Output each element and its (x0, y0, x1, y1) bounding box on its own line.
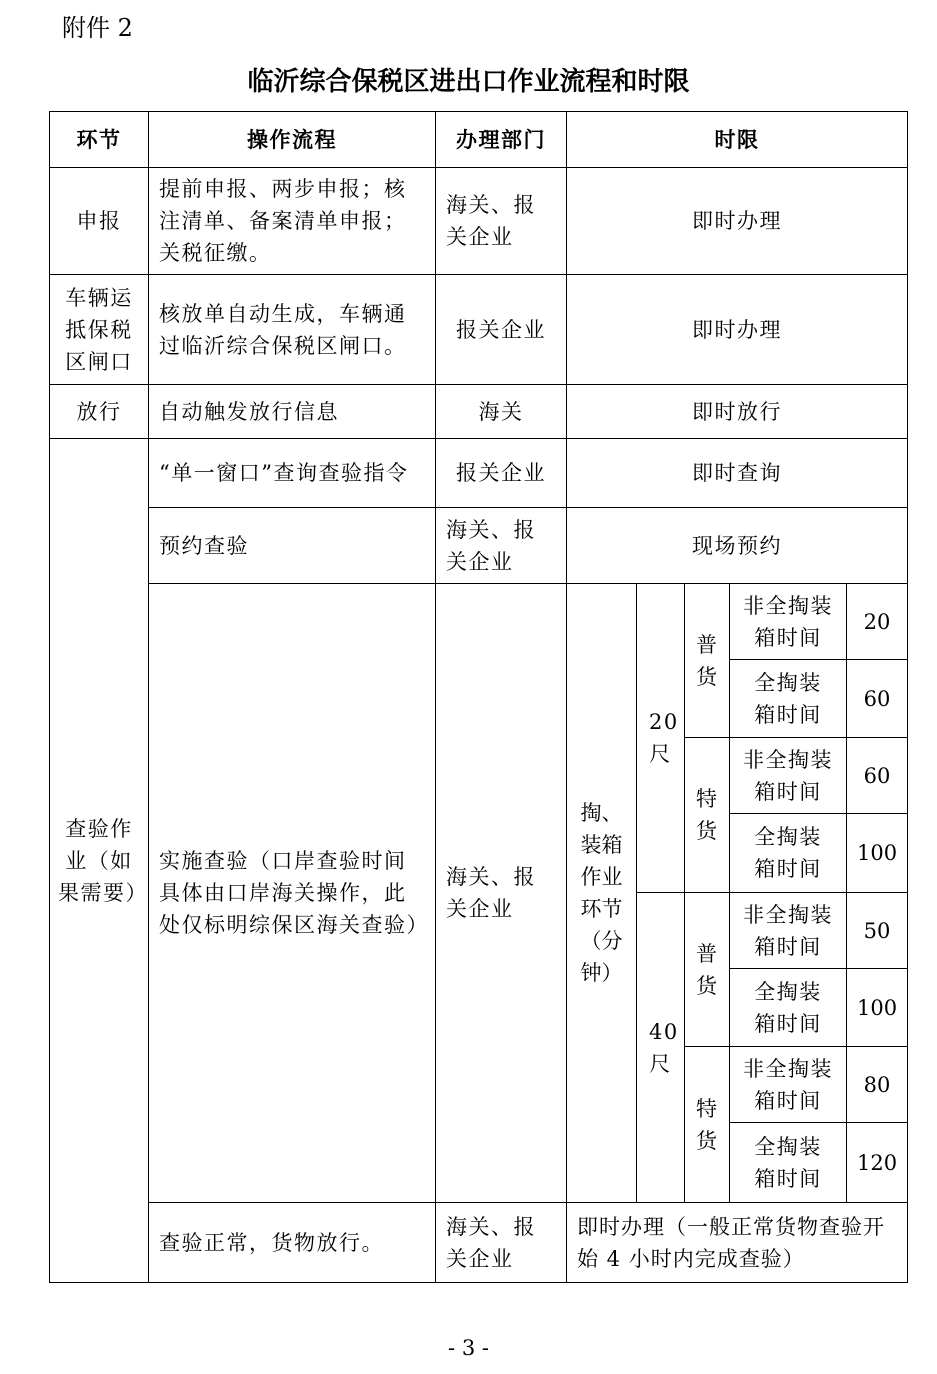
department-release: 海关 (436, 385, 567, 439)
process-conduct: 实施查验（口岸查验时间具体由口岸海关操作，此处仅标明综保区海关查验） (149, 584, 436, 1203)
time-limit-release: 即时放行 (567, 385, 908, 439)
department-declare: 海关、报关企业 (436, 168, 567, 275)
header-stage: 环节 (50, 112, 149, 168)
process-vehicle: 核放单自动生成，车辆通过临沂综合保税区闸口。 (149, 275, 436, 385)
value-40ft-general-full: 100 (847, 969, 908, 1047)
goods-40ft-special: 特货 (685, 1047, 730, 1203)
attachment-label: 附件 2 (62, 14, 133, 42)
value-20ft-general-full: 60 (847, 660, 908, 738)
page-title: 临沂综合保税区进出口作业流程和时限 (247, 67, 690, 97)
process-table (49, 111, 908, 1283)
time-limit-declare: 即时办理 (567, 168, 908, 275)
label-40ft-special-partial: 非全掏装箱时间 (730, 1047, 847, 1123)
stage-vehicle: 车辆运抵保税区闸口 (50, 275, 149, 385)
process-appointment: 预约查验 (149, 508, 436, 584)
time-limit-appointment: 现场预约 (567, 508, 908, 584)
label-40ft-special-full: 全掏装箱时间 (730, 1123, 847, 1203)
category-unpack: 掏、装箱作业环节（分钟） (567, 584, 637, 1203)
value-20ft-special-partial: 60 (847, 738, 908, 814)
size-40ft: 40尺 (637, 893, 685, 1203)
goods-40ft-general: 普货 (685, 893, 730, 1047)
department-appointment: 海关、报关企业 (436, 508, 567, 584)
value-40ft-general-partial: 50 (847, 893, 908, 969)
process-normal: 查验正常，货物放行。 (149, 1203, 436, 1283)
department-query: 报关企业 (436, 439, 567, 508)
table-row (50, 508, 908, 584)
table-row (50, 1203, 908, 1283)
label-40ft-general-partial: 非全掏装箱时间 (730, 893, 847, 969)
value-40ft-special-full: 120 (847, 1123, 908, 1203)
label-20ft-general-full: 全掏装箱时间 (730, 660, 847, 738)
header-time-limit: 时限 (567, 112, 908, 168)
table-row (50, 584, 908, 660)
stage-inspection: 查验作业（如果需要） (50, 439, 149, 1283)
header-row (50, 112, 908, 168)
label-20ft-general-partial: 非全掏装箱时间 (730, 584, 847, 660)
goods-20ft-general: 普货 (685, 584, 730, 738)
table-row (50, 385, 908, 439)
department-conduct: 海关、报关企业 (436, 584, 567, 1203)
table-row (50, 439, 908, 508)
table-row (50, 168, 908, 275)
label-20ft-special-partial: 非全掏装箱时间 (730, 738, 847, 814)
label-40ft-general-full: 全掏装箱时间 (730, 969, 847, 1047)
header-process: 操作流程 (149, 112, 436, 168)
size-20ft: 20尺 (637, 584, 685, 893)
department-normal: 海关、报关企业 (436, 1203, 567, 1283)
value-20ft-special-full: 100 (847, 814, 908, 893)
stage-declare: 申报 (50, 168, 149, 275)
value-40ft-special-partial: 80 (847, 1047, 908, 1123)
process-declare: 提前申报、两步申报；核注清单、备案清单申报；关税征缴。 (149, 168, 436, 275)
time-limit-vehicle: 即时办理 (567, 275, 908, 385)
header-department: 办理部门 (436, 112, 567, 168)
department-vehicle: 报关企业 (436, 275, 567, 385)
process-release: 自动触发放行信息 (149, 385, 436, 439)
page-number: - 3 - (448, 1336, 489, 1360)
time-limit-query: 即时查询 (567, 439, 908, 508)
table-row (50, 275, 908, 385)
value-20ft-general-partial: 20 (847, 584, 908, 660)
label-20ft-special-full: 全掏装箱时间 (730, 814, 847, 893)
time-limit-normal: 即时办理（一般正常货物查验开始 4 小时内完成查验） (567, 1203, 908, 1283)
stage-release: 放行 (50, 385, 149, 439)
process-query: “单一窗口”查询查验指令 (149, 439, 436, 508)
goods-20ft-special: 特货 (685, 738, 730, 893)
